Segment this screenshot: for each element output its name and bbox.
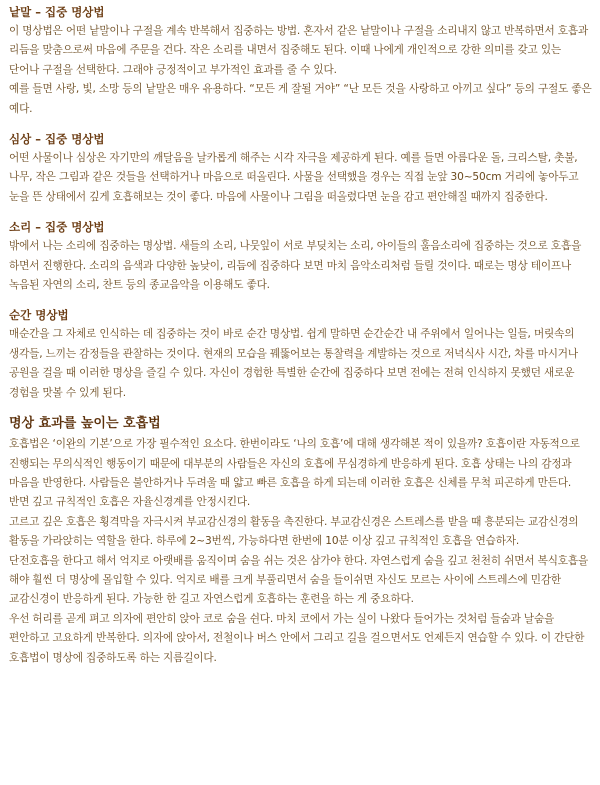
section-heading: 순간 명상법: [9, 308, 69, 323]
section-heading: 낱말 – 집중 명상법: [9, 5, 105, 19]
section-paragraph: 우선 허리를 곧게 펴고 의자에 편안히 앉아 코로 숨을 쉰다. 마치 코에서 가는 실이 나왔다 들어가는 것처럼 들숨과 날숨을 편안하고 고요하게 반복한다. 의자에 앉아서, 전철이나 버스 안에서 그리고 길을 걸으면서도 언제든지 연습할 수 있다. 이 간단한 호흡법이 명상에 집중하도록 하는 지름길이다.: [9, 612, 585, 664]
section-paragraph: 단전호흡을 한다고 해서 억지로 아랫배를 움직이며 숨을 쉬는 것은 삼가야 한다. 자연스럽게 숨을 깊고 천천히 쉬면서 복식호흡을 해야 훨씬 더 명상에 몰입할 수 있다. 억지로 배를 크게 부풀리면서 숨을 들이쉬면 자신도 모르는 사이에 스트레스에 민감한 교감신경이 반응하게 된다. 가능한 한 길고 자연스럽게 호흡하는 훈련을 하는 게 중요하다.: [9, 554, 589, 606]
section-heading: 소리 – 집중 명상법: [9, 220, 105, 235]
section-paragraph: 호흡법은 ‘이완의 기본’으로 가장 필수적인 요소다. 한번이라도 ‘나의 호흡’에 대해 생각해본 적이 있을까? 호흡이란 자동적으로 진행되는 무의식적인 행동이기 때문에 대부분의 사람들은 자신의 호흡에 무심경하게 반응하게 된다. 호흡 상태는 나의 감정과 마음을 반영한다. 사람들은 불안하거나 두려울 때 얇고 빠른 호흡을 하게 되는데 이러한 호흡은 신체를 무척 피곤하게 만든다. 반면 깊고 규칙적인 호흡은 자율신경계를 안정시킨다.: [9, 438, 580, 509]
section-breathing: [9, 413, 592, 668]
section-paragraph: 매순간을 그 자체로 인식하는 데 집중하는 것이 바로 순간 명상법. 쉽게 말하면 순간순간 내 주위에서 일어나는 일들, 머릿속의 생각들, 느끼는 감정들을 관찰하는 것이다. 현재의 모습을 꿰뚫어보는 통찰력을 계발하는 것으로 저녁식사 시간, 차를 마시거나 공원을 걸을 때 이러한 명상을 즐길 수 있다. 자신이 경험한 특별한 순간에 집중하다 보면 전에는 전혀 인식하지 못했던 새로운 경험을 맛볼 수 있게 된다.: [9, 328, 578, 399]
main-heading: 명상 효과를 높이는 호흡법: [9, 416, 161, 432]
section-sound-meditation: [9, 217, 592, 295]
section-paragraph: 어떤 사물이나 심상은 자기만의 깨달음을 날카롭게 해주는 시각 자극을 제공하게 된다. 예를 들면 아름다운 돌, 크리스탈, 촛불, 나무, 작은 그림과 같은 것들을 선택하거나 마음으로 떠올린다. 사물을 선택했을 경우는 직접 눈앞 30~50cm 거리에 놓아두고 눈을 뜬 상태에서 깊게 호흡해보는 것이 좋다. 마음에 사물이나 그림을 떠올렸다면 눈을 감고 편안해질 때까지 집중한다.: [9, 152, 579, 203]
section-paragraph: 고르고 깊은 호흡은 횡격막을 자극시켜 부교감신경의 활동을 촉진한다. 부교감신경은 스트레스를 받을 때 흥분되는 교감신경의 활동을 가라앉히는 역할을 한다. 하루에 2~3번씩, 가능하다면 한번에 10분 이상 깊고 규칙적인 호흡을 연습하자.: [9, 515, 579, 548]
section-paragraph: 이 명상법은 어떤 낱말이나 구절을 계속 반복해서 집중하는 방법. 혼자서 같은 낱말이나 구절을 소리내지 않고 반복하면서 호흡과 리듬을 맞춤으로써 마음에 주문을 건다. 작은 소리를 내면서 집중해도 된다. 이때 나에게 개인적으로 강한 의미를 갖고 있는 단어나 구절을 선택한다. 그래야 긍정적이고 부가적인 효과를 줄 수 있다.: [9, 25, 589, 76]
section-heading: 심상 – 집중 명상법: [9, 132, 105, 147]
section-moment-meditation: [9, 305, 592, 403]
section-paragraph: 예를 들면 사랑, 빛, 소망 등의 낱말은 매우 유용하다. “모든 게 잘될 거야” “난 모든 것을 사랑하고 아끼고 싶다” 등의 구절도 좋은 예다.: [9, 83, 592, 115]
section-word-meditation: [9, 2, 592, 119]
section-image-meditation: [9, 129, 592, 207]
section-paragraph: 밖에서 나는 소리에 집중하는 명상법. 새들의 소리, 나뭇잎이 서로 부딪치는 소리, 아이들의 훌음소리에 집중하는 것으로 호흡을 하면서 진행한다. 소리의 음색과 다양한 높낮이, 리듬에 집중하다 보면 마치 음악소리처럼 들릴 것이다. 때로는 명상 테이프나 녹음된 자연의 소리, 찬트 등의 종교음악을 이용해도 좋다.: [9, 240, 582, 292]
